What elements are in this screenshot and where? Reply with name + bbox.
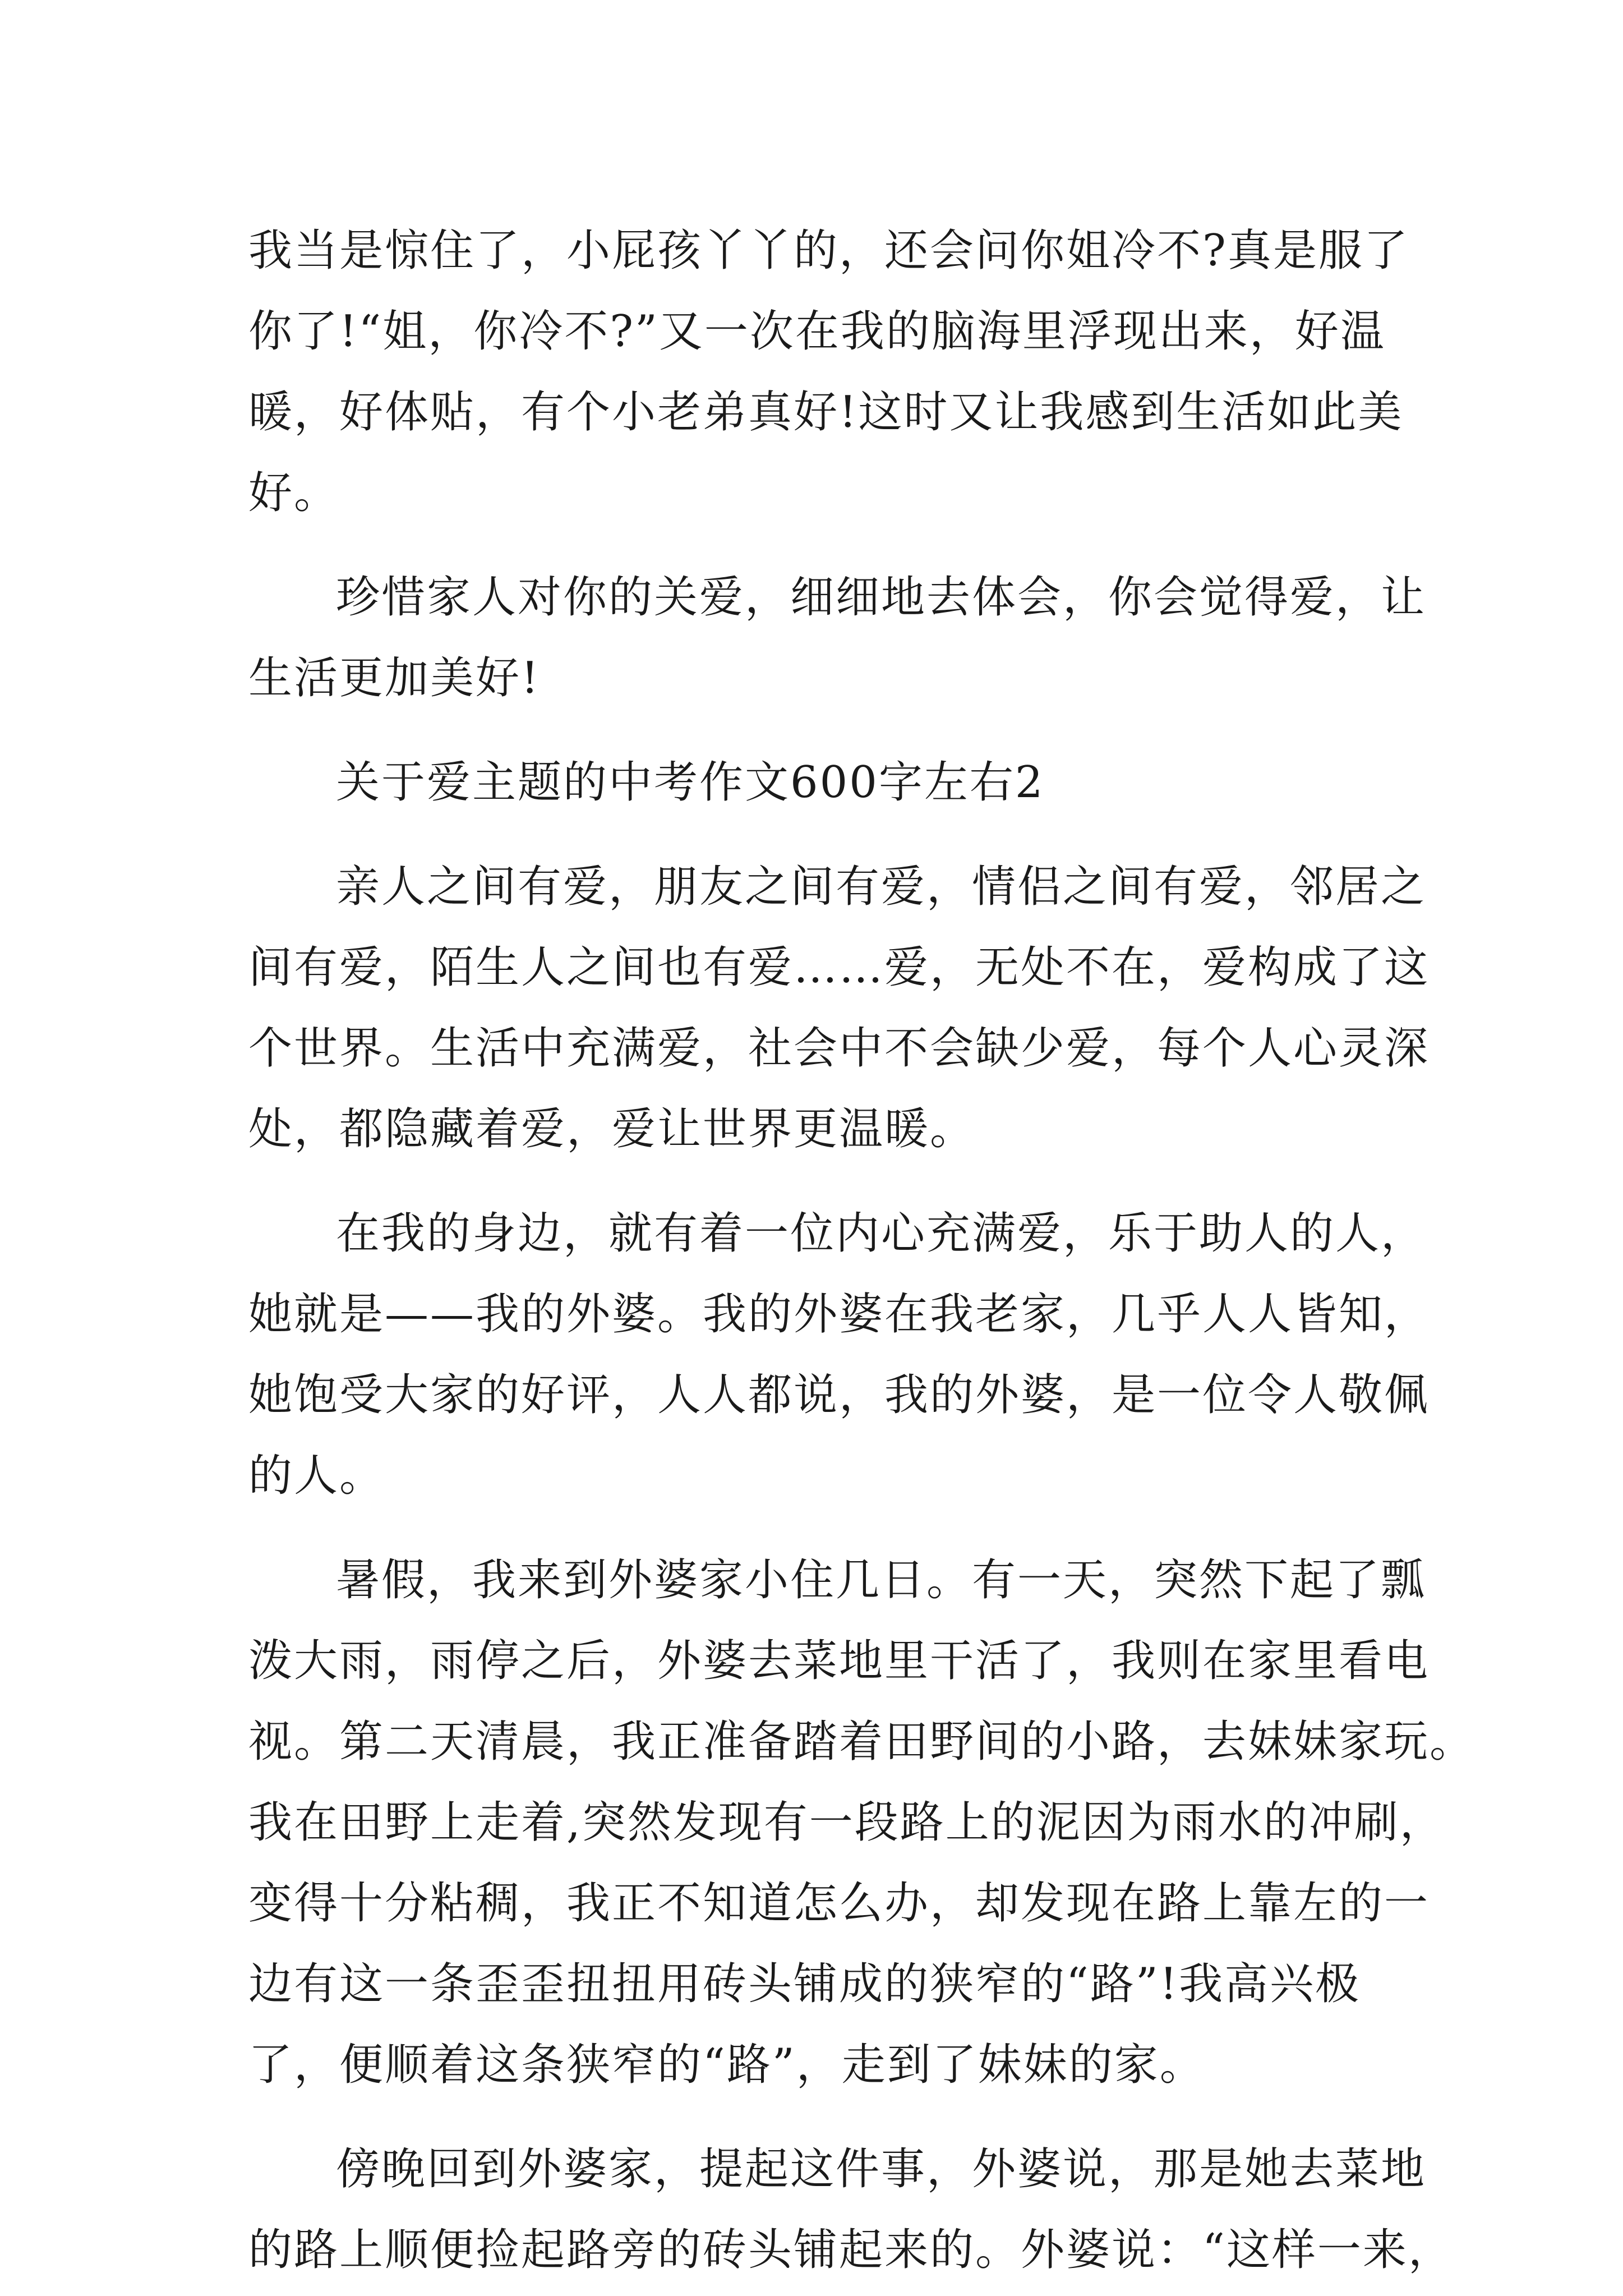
text-line: 个世界。生活中充满爱，社会中不会缺少爱，每个人心灵深 bbox=[248, 1023, 1430, 1074]
text-line: 泼大雨，雨停之后，外婆去菜地里干活了，我则在家里看电 bbox=[248, 1636, 1430, 1686]
text-line: 视。第二天清晨，我正准备踏着田野间的小路，去妹妹家玩。 bbox=[248, 1717, 1476, 1767]
text-line: 好。 bbox=[248, 468, 340, 518]
text-line: 边有这一条歪歪扭扭用砖头铺成的狭窄的“路”!我高兴极 bbox=[248, 1959, 1361, 2009]
text-line: 你了!“姐，你冷不?”又一次在我的脑海里浮现出来，好温 bbox=[248, 306, 1386, 357]
text-line: 傍晚回到外婆家，提起这件事，外婆说，那是她去菜地 bbox=[336, 2144, 1427, 2194]
text-line: 关于爱主题的中考作文600字左右2 bbox=[336, 757, 1045, 808]
text-line: 亲人之间有爱，朋友之间有爱，情侣之间有爱，邻居之 bbox=[336, 862, 1427, 912]
text-line: 暖，好体贴，有个小老弟真好!这时又让我感到生活如此美 bbox=[248, 387, 1404, 438]
text-line: 间有爱，陌生人之间也有爱……爱，无处不在，爱构成了这 bbox=[248, 942, 1430, 993]
text-line: 了，便顺着这条狭窄的“路”，走到了妹妹的家。 bbox=[248, 2040, 1205, 2090]
text-line: 的人。 bbox=[248, 1451, 385, 1501]
text-line: 生活更加美好! bbox=[248, 653, 541, 703]
text-line: 我在田野上走着,突然发现有一段路上的泥因为雨水的冲刷， bbox=[248, 1797, 1445, 1848]
text-line: 处，都隐藏着爱，爱让世界更温暖。 bbox=[248, 1104, 976, 1154]
document-body bbox=[248, 210, 1476, 2290]
text-line: 她饱受大家的好评，人人都说，我的外婆，是一位令人敬佩 bbox=[248, 1370, 1430, 1420]
text-line: 她就是——我的外婆。我的外婆在我老家，几乎人人皆知， bbox=[248, 1289, 1430, 1340]
text-line: 珍惜家人对你的关爱，细细地去体会，你会觉得爱，让 bbox=[336, 572, 1427, 623]
text-line: 在我的身边，就有着一位内心充满爱，乐于助人的人， bbox=[336, 1208, 1427, 1259]
text-line: 暑假，我来到外婆家小住几日。有一天，突然下起了瓢 bbox=[336, 1555, 1427, 1605]
text-line: 我当是惊住了，小屁孩丫丫的，还会问你姐冷不?真是服了 bbox=[248, 226, 1409, 276]
text-line: 变得十分粘稠，我正不知道怎么办，却发现在路上靠左的一 bbox=[248, 1878, 1430, 1929]
text-line: 的路上顺便捡起路旁的砖头铺起来的。外婆说：“这样一来， bbox=[248, 2225, 1454, 2275]
